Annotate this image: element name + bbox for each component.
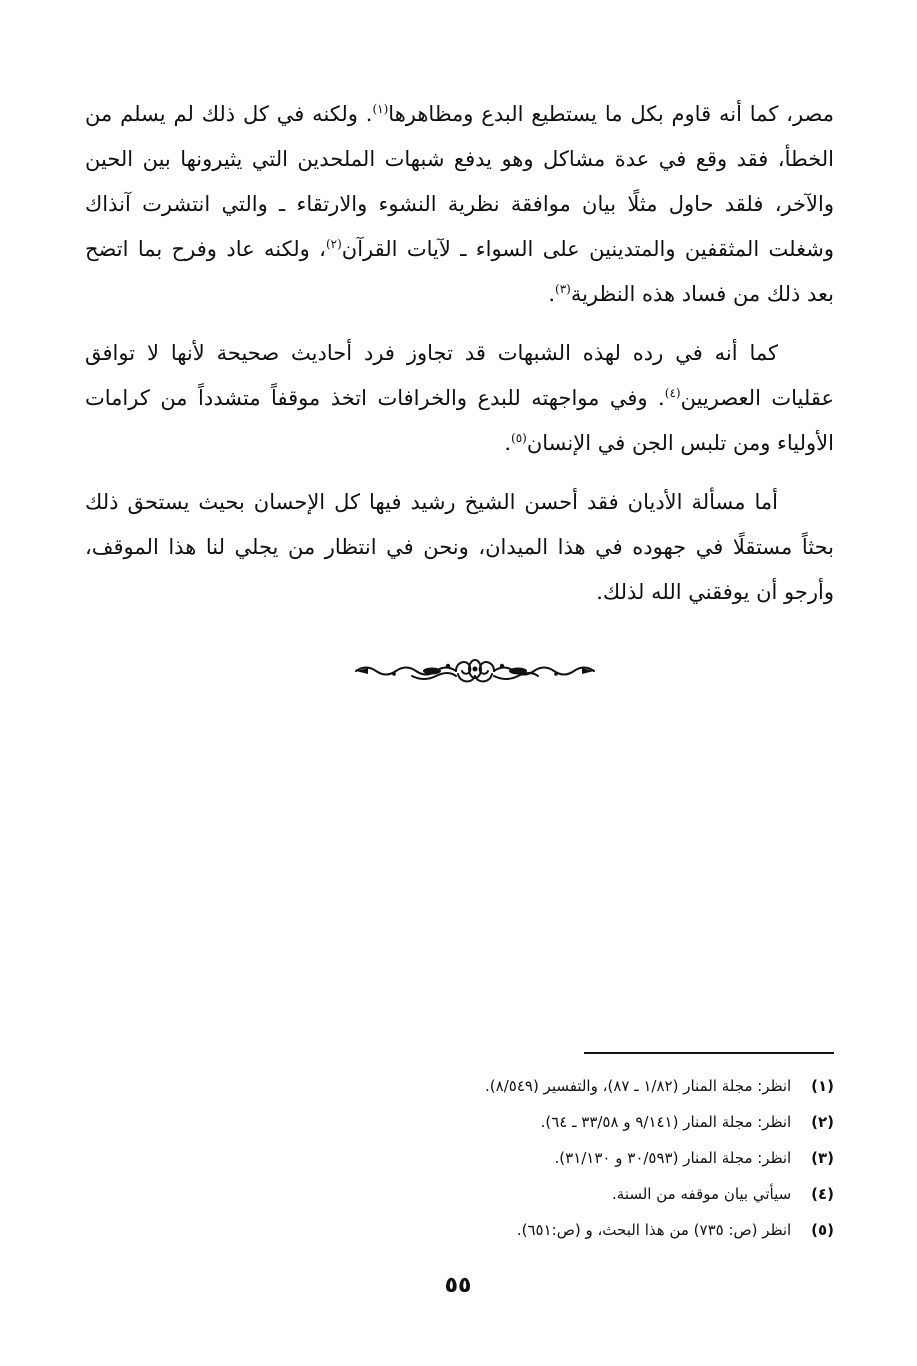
footnote-4 <box>234 1176 834 1212</box>
paragraph-2-part-3: . <box>504 431 512 455</box>
paragraph-1-part-4: . <box>548 282 555 306</box>
paragraph-1 <box>85 92 834 317</box>
paragraph-1-part-3: ، ولكنه عاد وفرح بما اتضح بعد ذلك من فساد هذه النظرية <box>85 237 834 306</box>
footnote-text: انظر: مجلة المنار (٩/١٤١ و ٣٣/٥٨ ـ ٦٤). <box>540 1113 792 1131</box>
footnote-number: (٥) <box>811 1221 834 1239</box>
footnote-ref-4[interactable]: (٤) <box>664 386 681 400</box>
paragraph-3-text: أما مسألة الأديان فقد أحسن الشيخ رشيد فيها كل الإحسان بحيث يستحق ذلك بحثاً مستقلًا في جهوده في هذا الميدان، ونحن في انتظار من يجلي لنا هذا الموقف، وأرجو أن يوفقني الله لذلك. <box>85 490 834 604</box>
page-number: ٥٥ <box>444 1273 472 1298</box>
paragraph-1-part-2: . ولكنه في كل ذلك لم يسلم من الخطأ، فقد وقع في عدة مشاكل وهو يدفع شبهات الملحدين التي يثيرونها بين الحين والآخر، فلقد حاول مثلًا بيان موافقة نظرية النشوء والارتقاء ـ والتي انتشرت آنذاك وشغلت المثقفين والمتدينين على السواء ـ لآيات القرآن <box>85 102 834 261</box>
footnote-text: انظر: مجلة المنار (١/٨٢ ـ ٨٧)، والتفسير (٨/٥٤٩). <box>485 1077 792 1095</box>
footnote-number: (٤) <box>811 1185 834 1203</box>
footnotes <box>234 1068 834 1248</box>
footnote-3 <box>234 1140 834 1176</box>
paragraph-2 <box>85 331 834 466</box>
floral-divider-ornament-icon <box>352 652 598 688</box>
paragraph-3 <box>85 480 834 615</box>
paragraph-2-part-1: كما أنه في رده لهذه الشبهات قد تجاوز فرد أحاديث صحيحة لأنها لا توافق عقليات العصريين <box>85 341 835 410</box>
footnote-ref-1[interactable]: (١) <box>372 102 389 116</box>
paragraph-1-part-1: مصر، كما أنه قاوم بكل ما يستطيع البدع ومظاهرها <box>388 102 834 126</box>
paragraph-2-part-2: . وفي مواجهته للبدع والخرافات اتخذ موقفاً متشدداً من كرامات الأولياء ومن تلبس الجن في الإنسان <box>85 386 834 455</box>
footnote-5 <box>234 1212 834 1248</box>
footnote-ref-3[interactable]: (٣) <box>555 282 571 296</box>
footnote-ref-2[interactable]: (٢) <box>325 237 342 251</box>
footnote-text: سيأتي بيان موقفه من السنة. <box>612 1185 792 1203</box>
footnote-ref-5[interactable]: (٥) <box>511 431 527 445</box>
footnote-text: انظر: مجلة المنار (٣٠/٥٩٣ و ٣١/١٣٠). <box>554 1149 792 1167</box>
footnote-number: (٣) <box>811 1149 834 1167</box>
footnote-number: (١) <box>811 1077 834 1095</box>
footnote-1 <box>234 1068 834 1104</box>
footnote-text: انظر (ص: ٧٣٥) من هذا البحث، و (ص:٦٥١). <box>516 1221 792 1239</box>
main-text <box>85 92 834 615</box>
footnote-number: (٢) <box>811 1113 834 1131</box>
footnote-separator <box>584 1052 834 1054</box>
footnote-2 <box>234 1104 834 1140</box>
